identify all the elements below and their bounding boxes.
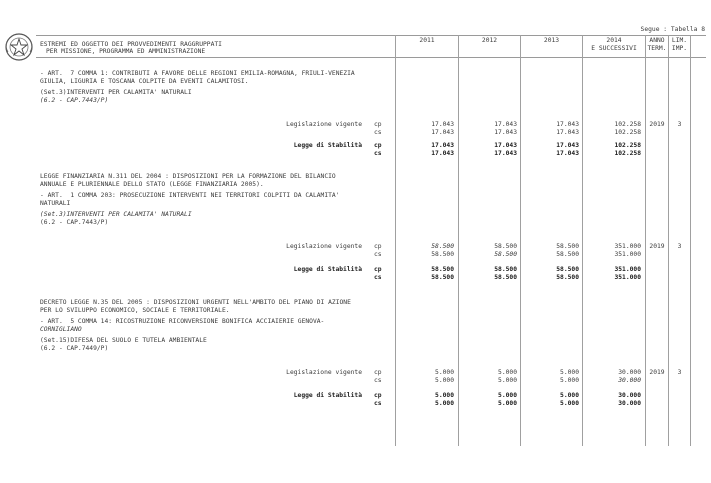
value-2014: 102.258 <box>614 129 641 136</box>
value-lim: 3 <box>677 121 682 128</box>
value-2012: 5.000 <box>498 400 517 407</box>
value-2013: 17.043 <box>556 121 579 128</box>
row-label: Legge di Stabilità <box>293 392 362 399</box>
row-type: cs <box>374 150 382 157</box>
section3-chapter: (6.2 - CAP.7449/P) <box>40 345 109 352</box>
value-anno: 2019 <box>649 121 665 128</box>
value-2014: 30.000 <box>618 400 641 407</box>
row-type: cp <box>374 266 382 273</box>
column-divider <box>458 35 459 446</box>
row-type: cp <box>374 369 382 376</box>
value-2014: 102.258 <box>614 142 641 149</box>
row-type: cp <box>374 121 382 128</box>
value-2011: 17.043 <box>431 142 454 149</box>
section1-chapter: (6.2 - CAP.7443/P) <box>40 97 109 104</box>
value-2012: 17.043 <box>494 121 517 128</box>
value-2011: 5.000 <box>435 369 454 376</box>
value-2014: 30.000 <box>618 392 641 399</box>
value-2011: 58.500 <box>431 251 454 258</box>
value-2014: 351.000 <box>614 243 641 250</box>
column-header-2012: 2012 <box>481 37 498 44</box>
value-2011: 17.043 <box>431 121 454 128</box>
continuation-label: Segue : Tabella 8 <box>640 26 705 33</box>
value-2013: 5.000 <box>560 400 579 407</box>
row-type: cs <box>374 377 382 384</box>
value-2014: 102.258 <box>614 121 641 128</box>
value-2011: 5.000 <box>435 377 454 384</box>
value-2013: 58.500 <box>556 243 579 250</box>
row-label: Legge di Stabilità <box>293 142 362 149</box>
value-2012: 5.000 <box>498 369 517 376</box>
row-type: cp <box>374 243 382 250</box>
section2-sector: (Set.3)INTERVENTI PER CALAMITA' NATURALI <box>40 211 192 218</box>
value-2011: 5.000 <box>435 400 454 407</box>
column-divider <box>690 35 691 446</box>
value-2012: 58.500 <box>494 266 517 273</box>
value-2011: 17.043 <box>431 150 454 157</box>
value-2012: 17.043 <box>494 150 517 157</box>
value-2011: 58.500 <box>431 243 454 250</box>
section3-article-line2: CORNIGLIANO <box>40 326 82 333</box>
column-divider <box>395 35 396 446</box>
section2-article-line1: - ART. 1 COMMA 203: PROSECUZIONE INTERVENTI NEI TERRITORI COLPITI DA CALAMITA' <box>40 192 340 199</box>
column-divider <box>582 35 583 446</box>
header-bottom-rule <box>36 57 706 58</box>
value-2012: 17.043 <box>494 129 517 136</box>
value-2013: 5.000 <box>560 369 579 376</box>
value-lim: 3 <box>677 369 682 376</box>
value-2014: 351.000 <box>614 274 641 281</box>
section2-chapter: (6.2 - CAP.7443/P) <box>40 219 109 226</box>
value-2011: 17.043 <box>431 129 454 136</box>
column-divider <box>668 35 669 446</box>
row-type: cs <box>374 274 382 281</box>
section3-sector: (Set.15)DIFESA DEL SUOLO E TUTELA AMBIENTALE <box>40 337 207 344</box>
value-2012: 58.500 <box>494 243 517 250</box>
row-label: Legislazione vigente <box>286 369 362 376</box>
value-2012: 58.500 <box>494 274 517 281</box>
section2-article-line2: NATURALI <box>40 200 71 207</box>
value-2012: 5.000 <box>498 392 517 399</box>
value-2011: 58.500 <box>431 274 454 281</box>
row-type: cs <box>374 251 382 258</box>
row-label: Legge di Stabilità <box>293 266 362 273</box>
column-divider <box>520 35 521 446</box>
column-header-2011: 2011 <box>419 37 435 44</box>
column-header-lim: LIM. <box>671 37 688 44</box>
section1-article-line1: - ART. 7 COMMA 1: CONTRIBUTI A FAVORE DELLE REGIONI EMILIA-ROMAGNA, FRIULI-VENEZIA <box>40 70 355 77</box>
row-type: cp <box>374 392 382 399</box>
column-header-anno: ANNO <box>649 37 665 44</box>
row-type: cs <box>374 129 382 136</box>
value-anno: 2019 <box>649 369 665 376</box>
value-2014: 30.000 <box>618 369 641 376</box>
value-2012: 58.500 <box>494 251 517 258</box>
section3-law-line1: DECRETO LEGGE N.35 DEL 2005 : DISPOSIZIONI URGENTI NELL'AMBITO DEL PIANO DI AZIONE <box>40 299 351 306</box>
value-2013: 17.043 <box>556 129 579 136</box>
value-2012: 17.043 <box>494 142 517 149</box>
header-top-rule <box>36 35 706 36</box>
value-2014: 102.258 <box>614 150 641 157</box>
value-2013: 58.500 <box>556 251 579 258</box>
column-header-lim-sub: IMP. <box>671 45 688 52</box>
section1-article-line2: GIULIA, LIGURIA E TOSCANA COLPITE DA EVENTI CALAMITOSI. <box>40 78 249 85</box>
value-2011: 58.500 <box>431 266 454 273</box>
header-title-line2: PER MISSIONE, PROGRAMMA ED AMMINISTRAZIONE <box>46 48 206 55</box>
column-header-2014-sub: E SUCCESSIVI <box>591 45 637 52</box>
republic-emblem-icon <box>4 32 34 62</box>
section1-sector: (Set.3)INTERVENTI PER CALAMITA' NATURALI <box>40 89 192 96</box>
column-divider <box>645 35 646 446</box>
row-type: cp <box>374 142 382 149</box>
header-title-line1: ESTREMI ED OGGETTO DEI PROVVEDIMENTI RAGGRUPPATI <box>40 41 222 48</box>
value-2014: 351.000 <box>614 266 641 273</box>
value-2014: 351.000 <box>614 251 641 258</box>
column-header-2014: 2014 <box>606 37 622 44</box>
value-2013: 58.500 <box>556 274 579 281</box>
value-2013: 58.500 <box>556 266 579 273</box>
section2-law-line1: LEGGE FINANZIARIA N.311 DEL 2004 : DISPOSIZIONI PER LA FORMAZIONE DEL BILANCIO <box>40 173 336 180</box>
row-label: Legislazione vigente <box>286 121 362 128</box>
value-2011: 5.000 <box>435 392 454 399</box>
column-header-anno-sub: TERM. <box>647 45 667 52</box>
value-2013: 17.043 <box>556 150 579 157</box>
section3-article-line1: - ART. 5 COMMA 14: RICOSTRUZIONE RICONVERSIONE BONIFICA ACCIAIERIE GENOVA- <box>40 318 325 325</box>
row-type: cs <box>374 400 382 407</box>
section3-law-line2: PER LO SVILUPPO ECONOMICO, SOCIALE E TERRITORIALE. <box>40 307 230 314</box>
value-2012: 5.000 <box>498 377 517 384</box>
value-anno: 2019 <box>649 243 665 250</box>
value-2013: 17.043 <box>556 142 579 149</box>
value-2013: 5.000 <box>560 377 579 384</box>
value-2014: 30.000 <box>618 377 641 384</box>
column-header-2013: 2013 <box>543 37 560 44</box>
section2-law-line2: ANNUALE E PLURIENNALE DELLO STATO (LEGGE FINANZIARIA 2005). <box>40 181 264 188</box>
value-2013: 5.000 <box>560 392 579 399</box>
value-lim: 3 <box>677 243 682 250</box>
row-label: Legislazione vigente <box>286 243 362 250</box>
